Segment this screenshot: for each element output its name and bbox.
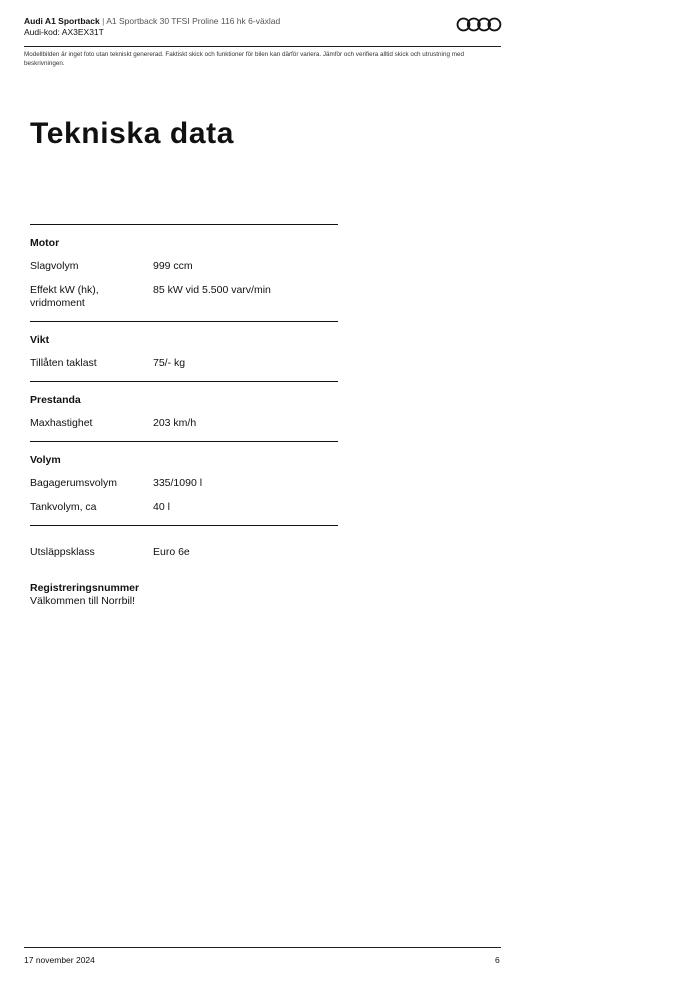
spec-row bbox=[30, 501, 338, 514]
spec-label: Bagagerumsvolym bbox=[30, 477, 117, 489]
header-variant: A1 Sportback 30 TFSI Proline 116 hk 6-växlad bbox=[106, 16, 281, 26]
spec-value: 999 ccm bbox=[153, 260, 193, 272]
spec-row bbox=[30, 357, 338, 370]
footer-date: 17 november 2024 bbox=[24, 955, 95, 965]
header-divider bbox=[24, 46, 501, 47]
section-title: Motor bbox=[30, 237, 60, 249]
section-title: Volym bbox=[30, 454, 61, 466]
document-header bbox=[24, 16, 501, 38]
spec-value: Euro 6e bbox=[153, 546, 190, 558]
section-title: Prestanda bbox=[30, 394, 81, 406]
registration-title: Registreringsnummer bbox=[30, 582, 140, 594]
spec-row bbox=[30, 260, 338, 273]
header-separator: | bbox=[102, 16, 105, 26]
registration-block bbox=[30, 582, 330, 608]
spec-value: 40 l bbox=[153, 501, 170, 513]
registration-text: Välkommen till Norrbil! bbox=[30, 595, 136, 607]
spec-value: 85 kW vid 5.500 varv/min bbox=[153, 284, 271, 296]
spec-table bbox=[30, 224, 338, 570]
header-audi-code: Audi-kod: AX3EX31T bbox=[24, 27, 104, 37]
footer-divider bbox=[24, 947, 501, 948]
spec-value: 75/- kg bbox=[153, 357, 186, 369]
section-title: Vikt bbox=[30, 334, 50, 346]
spec-row bbox=[30, 546, 338, 559]
spec-label: Utsläppsklass bbox=[30, 546, 95, 558]
spec-section-volym bbox=[30, 442, 338, 525]
audi-rings-logo-icon bbox=[456, 17, 502, 32]
spec-label: Effekt kW (hk), vridmoment bbox=[30, 284, 99, 309]
spec-section-motor bbox=[30, 225, 338, 321]
disclaimer-text: Modellbilden är inget foto utan tekniskt genererad. Faktiskt skick och funktioner för bilen kan därför variera. Jämför och verifiera alltid skick och utrustning med beskrivningen. bbox=[24, 51, 464, 67]
spec-label: Slagvolym bbox=[30, 260, 79, 272]
spec-value: 203 km/h bbox=[153, 417, 197, 429]
page-number: 6 bbox=[495, 955, 500, 965]
spec-label: Maxhastighet bbox=[30, 417, 93, 429]
spec-section-vikt bbox=[30, 322, 338, 381]
spec-section-prestanda bbox=[30, 382, 338, 441]
spec-label: Tankvolym, ca bbox=[30, 501, 97, 513]
spec-section-emission bbox=[30, 526, 338, 570]
spec-label: Tillåten taklast bbox=[30, 357, 97, 369]
page-title: Tekniska data bbox=[30, 117, 235, 150]
spec-row bbox=[30, 284, 338, 310]
spec-row bbox=[30, 417, 338, 430]
spec-value: 335/1090 l bbox=[153, 477, 203, 489]
header-model-line bbox=[24, 16, 501, 27]
header-model: Audi A1 Sportback bbox=[24, 16, 100, 26]
spec-row bbox=[30, 477, 338, 490]
